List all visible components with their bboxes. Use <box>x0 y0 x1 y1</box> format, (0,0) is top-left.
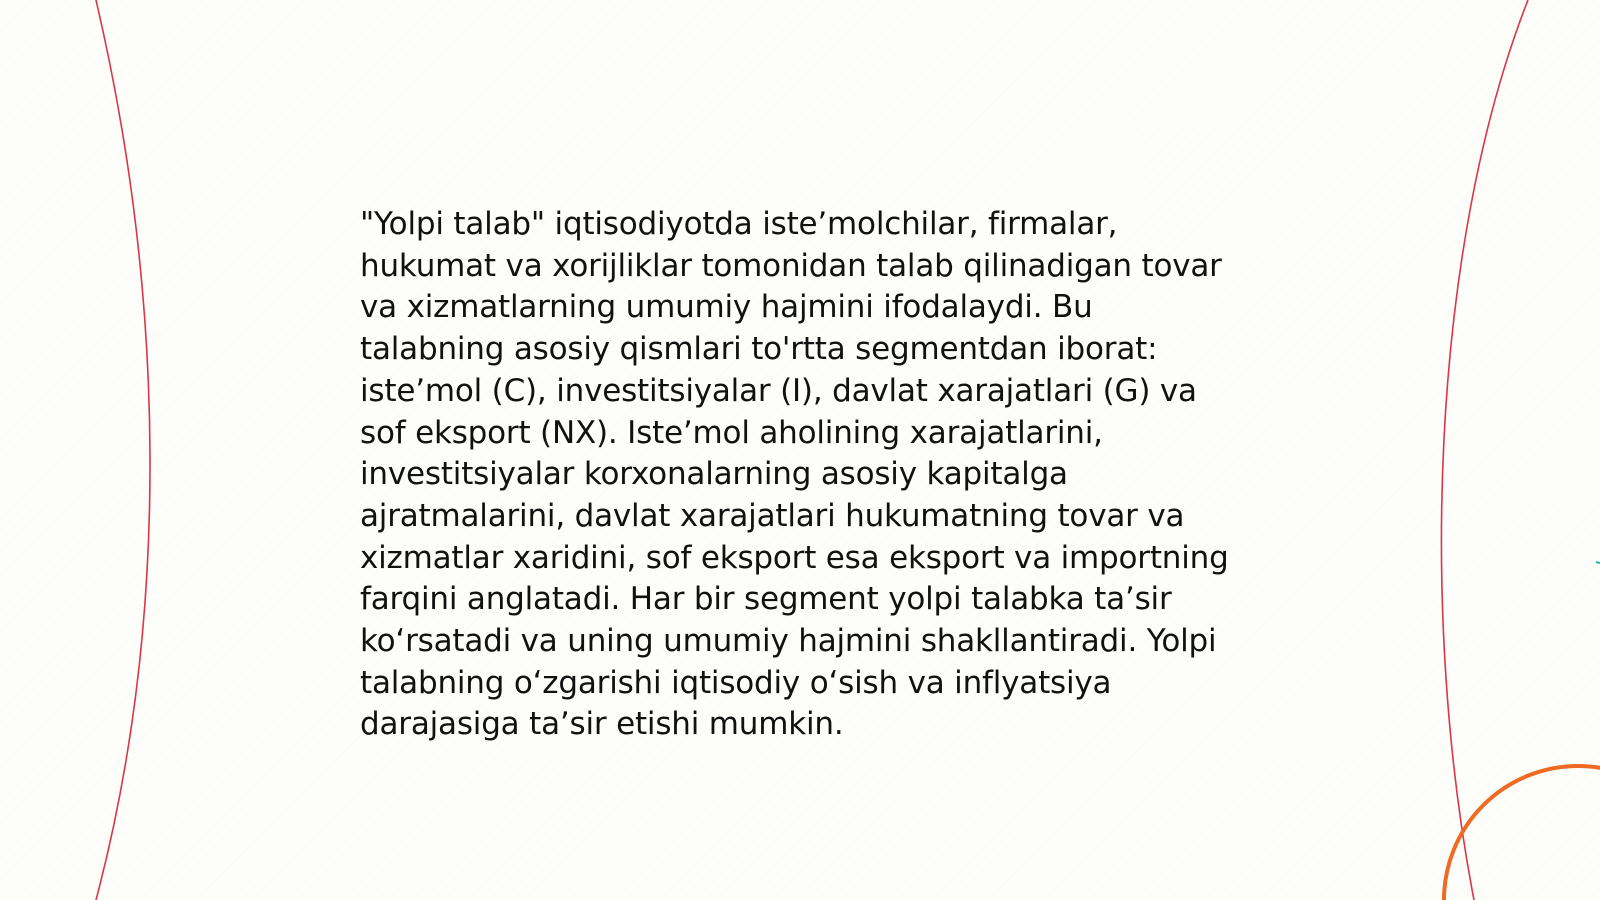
orange-circle-decoration <box>1444 766 1600 900</box>
right-arc-decoration <box>1441 0 1528 900</box>
teal-accent-decoration <box>1596 562 1600 563</box>
body-paragraph: "Yolpi talab" iqtisodiyotda iste’molchilar, firmalar, hukumat va xorijliklar tomonidan talab qilinadigan tovar va xizmatlarning umumiy hajmini ifodalaydi. Bu talabning asosiy qismlari to'rtta segmentdan iborat: iste’mol (C), investitsiyalar (I), davlat xarajatlari (G) va sof eksport (NX). Iste’mol aholining xarajatlarini, investitsiyalar korxonalarning asosiy kapitalga ajratmalarini, davlat xarajatlari hukumatning tovar va xizmatlar xaridini, sof eksport esa eksport va importning farqini anglatadi. Har bir segment yolpi talabka ta’sir ko‘rsatadi va uning umumiy hajmini shakllantiradi. Yolpi talabning o‘zgarishi iqtisodiy o‘sish va inflyatsiya darajasiga ta’sir etishi mumkin. <box>360 206 1229 743</box>
left-arc-decoration <box>96 0 150 900</box>
